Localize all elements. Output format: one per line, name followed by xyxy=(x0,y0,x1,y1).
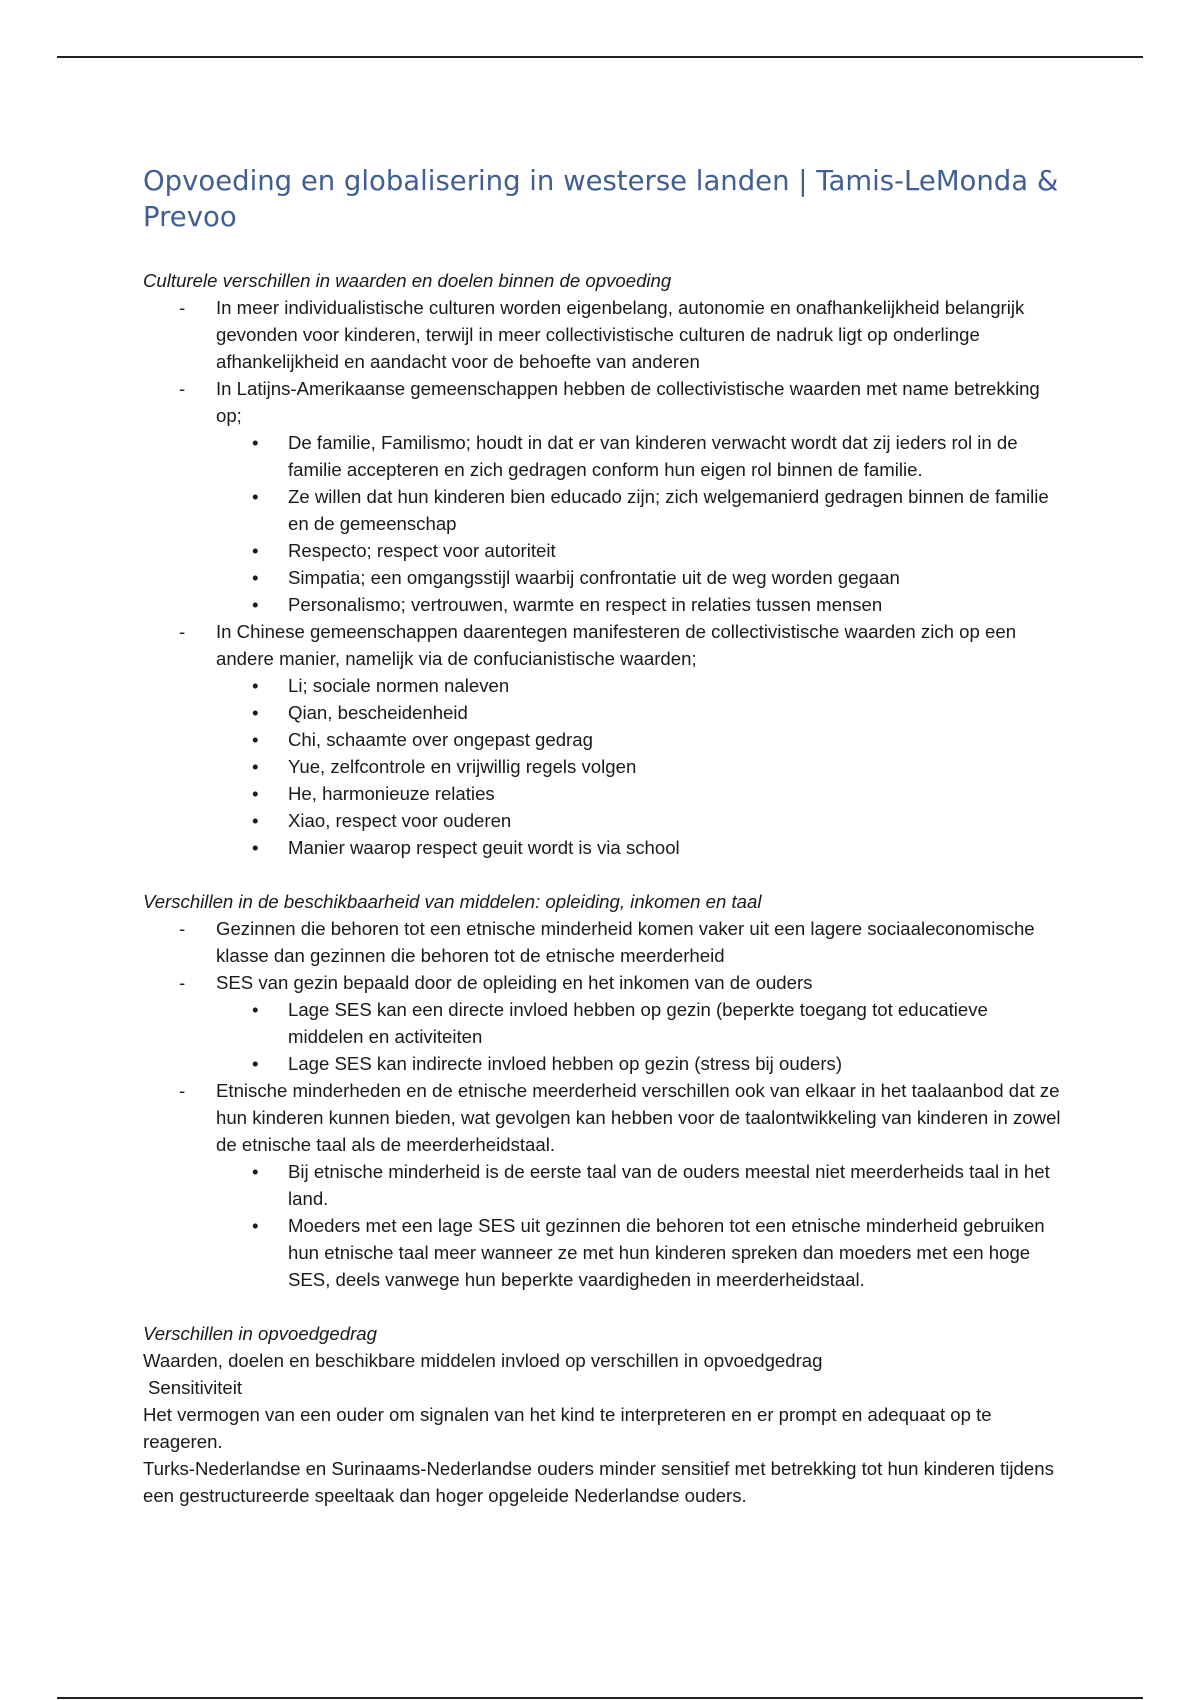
bullet-marker: • xyxy=(252,702,259,723)
bullet-item xyxy=(216,1158,1063,1212)
bullet-text: Bij etnische minderheid is de eerste taal van de ouders meestal niet meerderheids taal in het land. xyxy=(288,1161,1050,1209)
sub-bullet-list xyxy=(216,996,1063,1077)
bullet-item xyxy=(216,1050,1063,1077)
list-item xyxy=(143,618,1063,861)
bullet-text: Simpatia; een omgangsstijl waarbij confrontatie uit de weg worden gegaan xyxy=(288,567,900,588)
bullet-text: Xiao, respect voor ouderen xyxy=(288,810,512,831)
header-rule xyxy=(57,56,1143,58)
list-item-text: SES van gezin bepaald door de opleiding en het inkomen van de ouders xyxy=(216,972,813,993)
bullet-item xyxy=(216,699,1063,726)
bullet-item xyxy=(216,1212,1063,1293)
bullet-marker: • xyxy=(252,1215,259,1236)
list-item-text: In Chinese gemeenschappen daarentegen manifesteren de collectivistische waarden zich op een andere manier, namelijk via de confucianistische waarden; xyxy=(216,621,1017,669)
bullet-marker: • xyxy=(252,999,259,1020)
list-item xyxy=(143,915,1063,969)
bullet-text: He, harmonieuze relaties xyxy=(288,783,495,804)
section-heading-cultural-differences: Culturele verschillen in waarden en doelen binnen de opvoeding xyxy=(143,270,672,291)
paragraph: Waarden, doelen en beschikbare middelen invloed op verschillen in opvoedgedrag xyxy=(143,1350,823,1371)
dash-marker: - xyxy=(179,297,186,318)
bullet-item xyxy=(216,537,1063,564)
bullet-marker: • xyxy=(252,756,259,777)
bullet-item xyxy=(216,564,1063,591)
sub-bullet-list xyxy=(216,1158,1063,1293)
bullet-item xyxy=(216,483,1063,537)
list-item xyxy=(143,375,1063,618)
footer-rule xyxy=(57,1697,1143,1699)
bullet-item xyxy=(216,753,1063,780)
document-body xyxy=(143,267,1063,1509)
bullet-text: Moeders met een lage SES uit gezinnen die behoren tot een etnische minderheid gebruiken hun etnische taal meer wanneer ze met hun kinderen spreken dan moeders met een hoge SES, deels vanwege hun beperkte vaardigheden in meerderheidstaal. xyxy=(288,1215,1045,1290)
bullet-text: Manier waarop respect geuit wordt is via school xyxy=(288,837,680,858)
list-item-text: Etnische minderheden en de etnische meerderheid verschillen ook van elkaar in het taalaanbod dat ze hun kinderen kunnen bieden, wat gevolgen kan hebben voor de taalontwikkeling van kinderen in zowel de etnische taal als de meerderheidstaal. xyxy=(216,1080,1061,1155)
bullet-marker: • xyxy=(252,783,259,804)
section1-list xyxy=(143,294,1063,861)
bullet-text: Personalismo; vertrouwen, warmte en respect in relaties tussen mensen xyxy=(288,594,883,615)
dash-marker: - xyxy=(179,918,186,939)
bullet-item xyxy=(216,834,1063,861)
bullet-item xyxy=(216,672,1063,699)
section-spacer xyxy=(143,861,1063,888)
bullet-marker: • xyxy=(252,729,259,750)
list-item-text: In Latijns-Amerikaanse gemeenschappen hebben de collectivistische waarden met name betrekking op; xyxy=(216,378,1040,426)
bullet-text: Yue, zelfcontrole en vrijwillig regels volgen xyxy=(288,756,637,777)
bullet-item xyxy=(216,429,1063,483)
bullet-marker: • xyxy=(252,837,259,858)
bullet-marker: • xyxy=(252,594,259,615)
list-item xyxy=(143,294,1063,375)
bullet-text: Ze willen dat hun kinderen bien educado zijn; zich welgemanierd gedragen binnen de familie en de gemeenschap xyxy=(288,486,1049,534)
sub-bullet-list xyxy=(216,672,1063,861)
bullet-text: Lage SES kan een directe invloed hebben op gezin (beperkte toegang tot educatieve middelen en activiteiten xyxy=(288,999,988,1047)
bullet-text: Respecto; respect voor autoriteit xyxy=(288,540,556,561)
bullet-marker: • xyxy=(252,675,259,696)
paragraph: Het vermogen van een ouder om signalen van het kind te interpreteren en er prompt en adequaat op te reageren. xyxy=(143,1404,992,1452)
list-item-text: In meer individualistische culturen worden eigenbelang, autonomie en onafhankelijkheid belangrijk gevonden voor kinderen, terwijl in meer collectivistische culturen de nadruk ligt op onderlinge afhankelijkheid en aandacht voor de behoefte van anderen xyxy=(216,297,1025,372)
section-spacer xyxy=(143,1293,1063,1320)
bullet-text: Li; sociale normen naleven xyxy=(288,675,510,696)
dash-marker: - xyxy=(179,621,186,642)
paragraph: Turks-Nederlandse en Surinaams-Nederlandse ouders minder sensitief met betrekking tot hun kinderen tijdens een gestructureerde speeltaak dan hoger opgeleide Nederlandse ouders. xyxy=(143,1458,1054,1506)
bullet-text: Lage SES kan indirecte invloed hebben op gezin (stress bij ouders) xyxy=(288,1053,843,1074)
list-item xyxy=(143,969,1063,1077)
section2-list xyxy=(143,915,1063,1293)
bullet-item xyxy=(216,996,1063,1050)
section-heading-parenting-behavior: Verschillen in opvoedgedrag xyxy=(143,1323,377,1344)
bullet-marker: • xyxy=(252,432,259,453)
subheading-sensitivity: Sensitiviteit xyxy=(148,1377,243,1398)
bullet-item xyxy=(216,591,1063,618)
bullet-text: De familie, Familismo; houdt in dat er van kinderen verwacht wordt dat zij ieders rol in de familie accepteren en zich gedragen conform hun eigen rol binnen de familie. xyxy=(288,432,1018,480)
page-title: Opvoeding en globalisering in westerse landen | Tamis-LeMonda & Prevoo xyxy=(143,165,1059,233)
bullet-marker: • xyxy=(252,540,259,561)
bullet-marker: • xyxy=(252,486,259,507)
bullet-text: Qian, bescheidenheid xyxy=(288,702,468,723)
bullet-marker: • xyxy=(252,1161,259,1182)
bullet-marker: • xyxy=(252,810,259,831)
dash-marker: - xyxy=(179,378,186,399)
list-item-text: Gezinnen die behoren tot een etnische minderheid komen vaker uit een lagere sociaaleconomische klasse dan gezinnen die behoren tot de etnische meerderheid xyxy=(216,918,1035,966)
bullet-item xyxy=(216,807,1063,834)
dash-marker: - xyxy=(179,1080,186,1101)
section-heading-resources: Verschillen in de beschikbaarheid van middelen: opleiding, inkomen en taal xyxy=(143,891,762,912)
dash-marker: - xyxy=(179,972,186,993)
list-item xyxy=(143,1077,1063,1293)
bullet-text: Chi, schaamte over ongepast gedrag xyxy=(288,729,593,750)
bullet-item xyxy=(216,780,1063,807)
bullet-item xyxy=(216,726,1063,753)
bullet-marker: • xyxy=(252,1053,259,1074)
sub-bullet-list xyxy=(216,429,1063,618)
bullet-marker: • xyxy=(252,567,259,588)
